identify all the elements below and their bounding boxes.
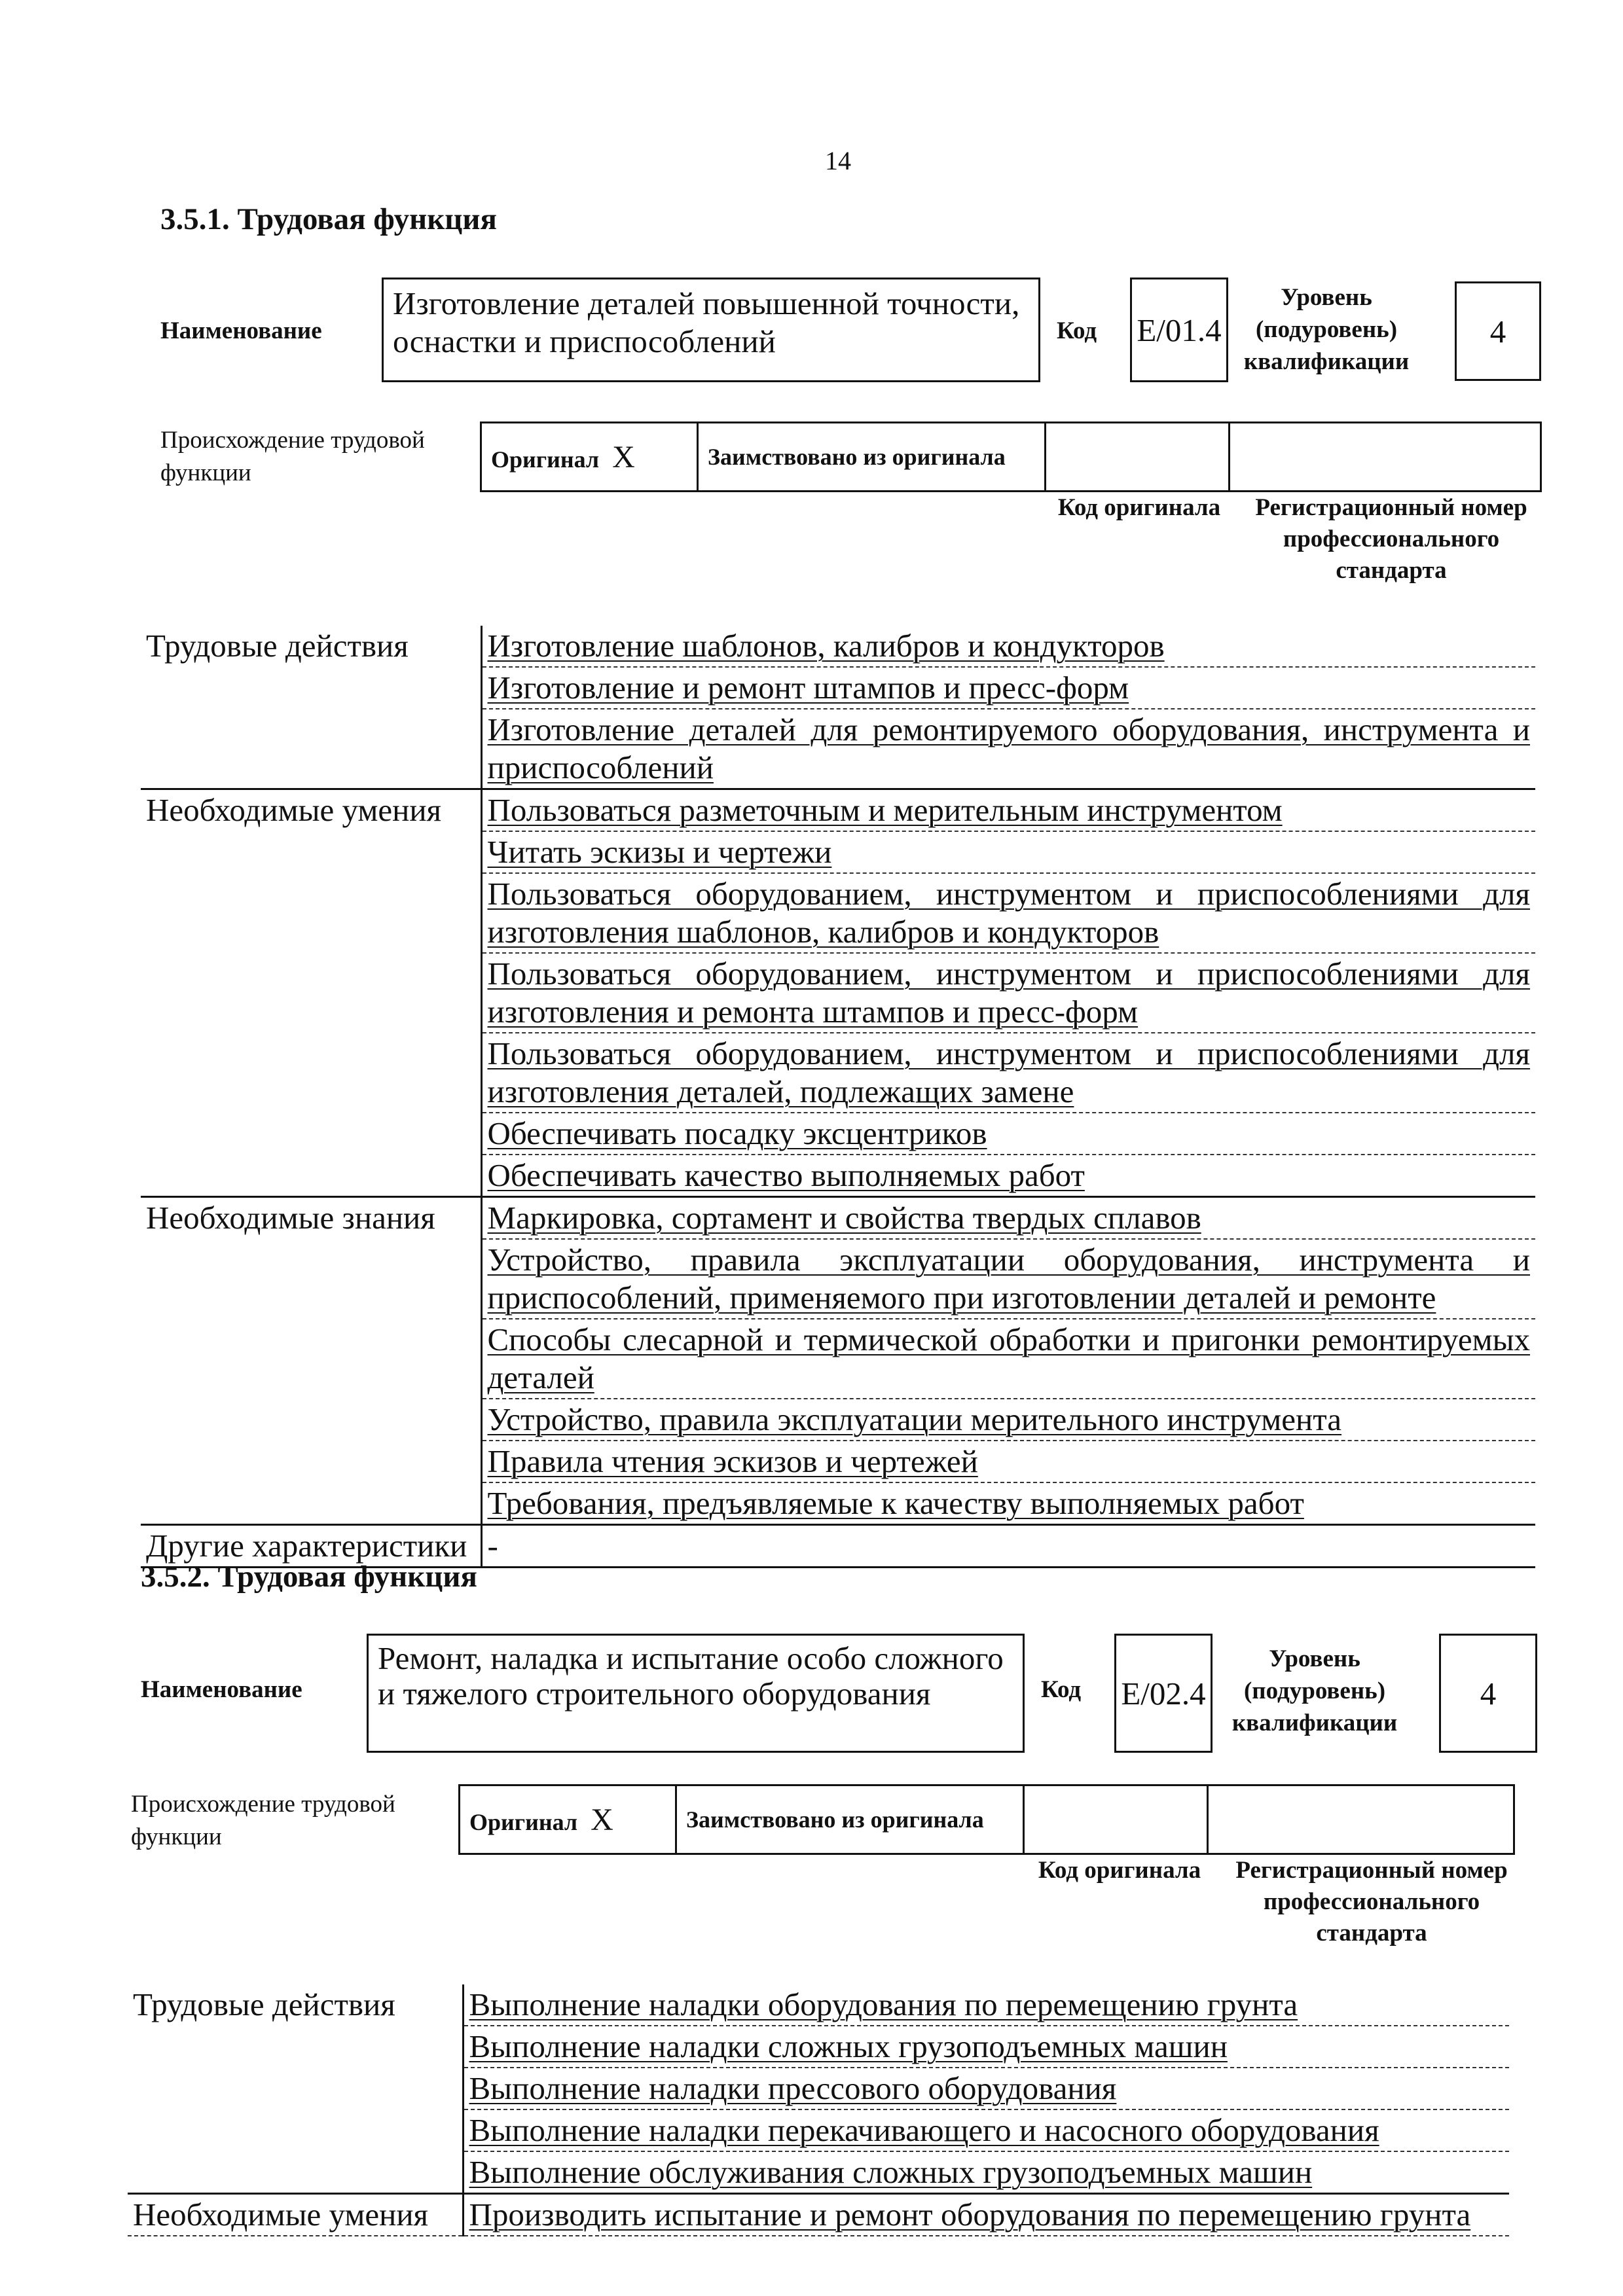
table-row: Пользоваться оборудованием, инструментом и приспособлениями для изготовления и ремонта штампов и пресс-форм bbox=[481, 953, 1535, 1033]
origin-table bbox=[480, 422, 1542, 492]
category-required-skills: Необходимые умения bbox=[128, 2194, 463, 2236]
caption-code: Код оригинала bbox=[1038, 1857, 1201, 1884]
table-row: - bbox=[481, 1525, 1535, 1568]
page-number: 14 bbox=[825, 146, 851, 175]
origin-code-cell bbox=[1024, 1785, 1208, 1854]
code-value-box: E/01.4 bbox=[1130, 278, 1228, 382]
code-label: Код bbox=[1041, 1676, 1082, 1703]
table-row: Выполнение наладки перекачивающего и насосного оборудования bbox=[463, 2109, 1509, 2151]
table-row: Устройство, правила эксплуатации мерительного инструмента bbox=[481, 1399, 1535, 1441]
table-row: Способы слесарной и термической обработки и пригонки ремонтируемых деталей bbox=[481, 1319, 1535, 1399]
table-row: Пользоваться разметочным и мерительным инструментом bbox=[481, 789, 1535, 832]
table-row: Выполнение наладки оборудования по перемещению грунта bbox=[463, 1984, 1509, 2026]
origin-original-cell bbox=[481, 423, 698, 492]
caption-code: Код оригинала bbox=[1057, 494, 1221, 521]
table-row: Читать эскизы и чертежи bbox=[481, 831, 1535, 873]
function-table-3-5-1 bbox=[141, 626, 1535, 1568]
table-row: Обеспечивать качество выполняемых работ bbox=[481, 1155, 1535, 1197]
origin-original-label: Оригинал bbox=[469, 1808, 578, 1835]
table-row: Пользоваться оборудованием, инструментом и приспособлениями для изготовления шаблонов, калибров и кондукторов bbox=[481, 873, 1535, 953]
section-title-3-5-2: 3.5.2. Трудовая функция bbox=[141, 1560, 477, 1594]
table-row: Правила чтения эскизов и чертежей bbox=[481, 1441, 1535, 1482]
origin-borrowed-cell: Заимствовано из оригинала bbox=[676, 1785, 1024, 1854]
origin-original-cell bbox=[460, 1785, 676, 1854]
category-required-skills: Необходимые умения bbox=[141, 789, 481, 1197]
function-name-box: Изготовление деталей повышенной точности, оснастки и приспособлений bbox=[382, 278, 1040, 382]
table-row: Изготовление шаблонов, калибров и кондукторов bbox=[481, 626, 1535, 667]
level-label: Уровень (подуровень) квалификации bbox=[1243, 284, 1410, 375]
table-row: Выполнение наладки прессового оборудования bbox=[463, 2068, 1509, 2109]
name-label: Наименование bbox=[141, 1676, 302, 1703]
category-required-knowledge: Необходимые знания bbox=[141, 1197, 481, 1525]
origin-mark: X bbox=[591, 1802, 613, 1837]
function-table-3-5-2 bbox=[128, 1984, 1509, 2236]
table-row: Требования, предъявляемые к качеству выполняемых работ bbox=[481, 1482, 1535, 1525]
origin-label: Происхождение трудовой функции bbox=[160, 427, 425, 486]
origin-reg-cell bbox=[1230, 423, 1541, 492]
caption-reg: Регистрационный номер профессионального стандарта bbox=[1235, 1857, 1508, 1946]
origin-label: Происхождение трудовой функции bbox=[131, 1791, 395, 1850]
table-row: Обеспечивать посадку эксцентриков bbox=[481, 1113, 1535, 1155]
table-row: Изготовление и ремонт штампов и пресс-форм bbox=[481, 667, 1535, 709]
table-row: Устройство, правила эксплуатации оборудования, инструмента и приспособлений, применяемого при изготовлении деталей и ремонте bbox=[481, 1239, 1535, 1319]
origin-reg-cell bbox=[1208, 1785, 1514, 1854]
section-title-3-5-1: 3.5.1. Трудовая функция bbox=[160, 202, 497, 236]
level-value-box: 4 bbox=[1455, 281, 1541, 381]
category-other-characteristics: Другие характеристики bbox=[141, 1525, 481, 1568]
function-name-box: Ремонт, наладка и испытание особо сложного и тяжелого строительного оборудования bbox=[367, 1634, 1025, 1753]
origin-code-cell bbox=[1046, 423, 1230, 492]
table-row: Изготовление деталей для ремонтируемого оборудования, инструмента и приспособлений bbox=[481, 709, 1535, 789]
code-value-box: E/02.4 bbox=[1114, 1634, 1213, 1753]
table-row: Производить испытание и ремонт оборудования по перемещению грунта bbox=[463, 2194, 1509, 2236]
table-row: Пользоваться оборудованием, инструментом и приспособлениями для изготовления деталей, подлежащих замене bbox=[481, 1033, 1535, 1113]
origin-table bbox=[458, 1784, 1515, 1855]
origin-borrowed-cell: Заимствовано из оригинала bbox=[698, 423, 1046, 492]
level-value-box: 4 bbox=[1439, 1634, 1537, 1753]
code-label: Код bbox=[1057, 317, 1097, 344]
table-row: Маркировка, сортамент и свойства твердых сплавов bbox=[481, 1197, 1535, 1240]
origin-original-label: Оригинал bbox=[491, 446, 600, 473]
table-row: Выполнение обслуживания сложных грузоподъемных машин bbox=[463, 2151, 1509, 2194]
name-label: Наименование bbox=[160, 317, 322, 344]
level-label: Уровень (подуровень) квалификации bbox=[1231, 1645, 1398, 1736]
category-labor-actions: Трудовые действия bbox=[128, 1984, 463, 2194]
category-labor-actions: Трудовые действия bbox=[141, 626, 481, 789]
table-row: Выполнение наладки сложных грузоподъемных машин bbox=[463, 2026, 1509, 2068]
origin-mark: X bbox=[612, 439, 635, 475]
caption-reg: Регистрационный номер профессионального стандарта bbox=[1255, 494, 1527, 584]
